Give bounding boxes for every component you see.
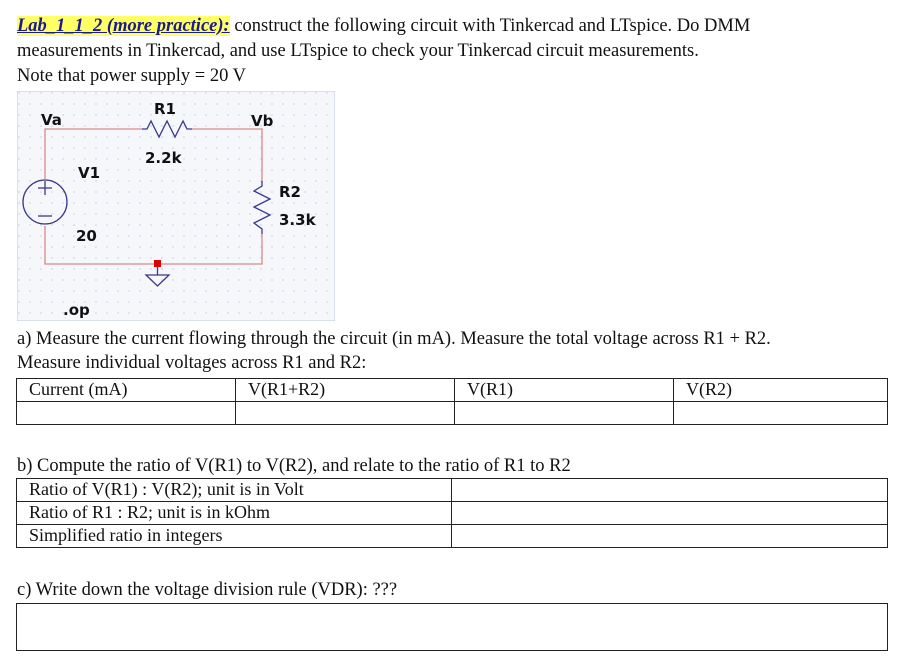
ratio-value[interactable] — [452, 502, 888, 525]
lab-title: Lab_1_1_2 (more practice): — [17, 16, 230, 36]
ratio-row — [17, 525, 888, 548]
part-a-line-1: a) Measure the current flowing through the circuit (in mA). Measure the total voltage across R1 + R2. — [17, 329, 771, 349]
part-b-line: b) Compute the ratio of V(R1) to V(R2), and relate to the ratio of R1 to R2 — [17, 456, 571, 476]
header-v-r2: V(R2) — [674, 379, 888, 402]
node-label-vb: Vb — [251, 112, 274, 130]
header-v-r1: V(R1) — [455, 379, 674, 402]
ratio-label: Ratio of V(R1) : V(R2); unit is in Volt — [17, 479, 452, 502]
ratio-row — [17, 479, 888, 502]
measurement-value-row — [17, 402, 888, 425]
node-label-va: Va — [41, 111, 62, 129]
part-c-line: c) Write down the voltage division rule (VDR): ??? — [17, 580, 398, 600]
value-v-r2[interactable] — [674, 402, 888, 425]
intro-text-1: construct the following circuit with Tinkercad and LTspice. Do DMM — [229, 16, 751, 36]
ratio-label: Ratio of R1 : R2; unit is in kOhm — [17, 502, 452, 525]
r1-name: R1 — [154, 100, 176, 118]
measurement-table — [16, 378, 888, 425]
ratio-value[interactable] — [452, 525, 888, 548]
ground-node-marker — [154, 260, 161, 267]
ratio-label: Simplified ratio in integers — [17, 525, 452, 548]
value-v-r1[interactable] — [455, 402, 674, 425]
intro-line-1 — [17, 15, 750, 37]
header-v-r1-r2: V(R1+R2) — [236, 379, 455, 402]
vdr-answer-box[interactable] — [16, 603, 888, 651]
schematic-grid — [18, 92, 334, 320]
circuit-schematic — [17, 91, 335, 321]
r2-name: R2 — [279, 183, 301, 201]
intro-line-2: measurements in Tinkercad, and use LTspice to check your Tinkercad circuit measurements. — [17, 41, 699, 61]
r1-value: 2.2k — [145, 149, 182, 167]
op-directive: .op — [63, 301, 90, 319]
part-a-line-2: Measure individual voltages across R1 and R2: — [17, 353, 367, 373]
header-current: Current (mA) — [17, 379, 236, 402]
v1-name: V1 — [78, 164, 101, 182]
intro-line-3: Note that power supply = 20 V — [17, 66, 246, 86]
value-v-r1-r2[interactable] — [236, 402, 455, 425]
ratio-value[interactable] — [452, 479, 888, 502]
measurement-header-row — [17, 379, 888, 402]
ratio-table — [16, 478, 888, 548]
v1-value: 20 — [76, 227, 97, 245]
ratio-row — [17, 502, 888, 525]
value-current[interactable] — [17, 402, 236, 425]
r2-value: 3.3k — [279, 211, 316, 229]
